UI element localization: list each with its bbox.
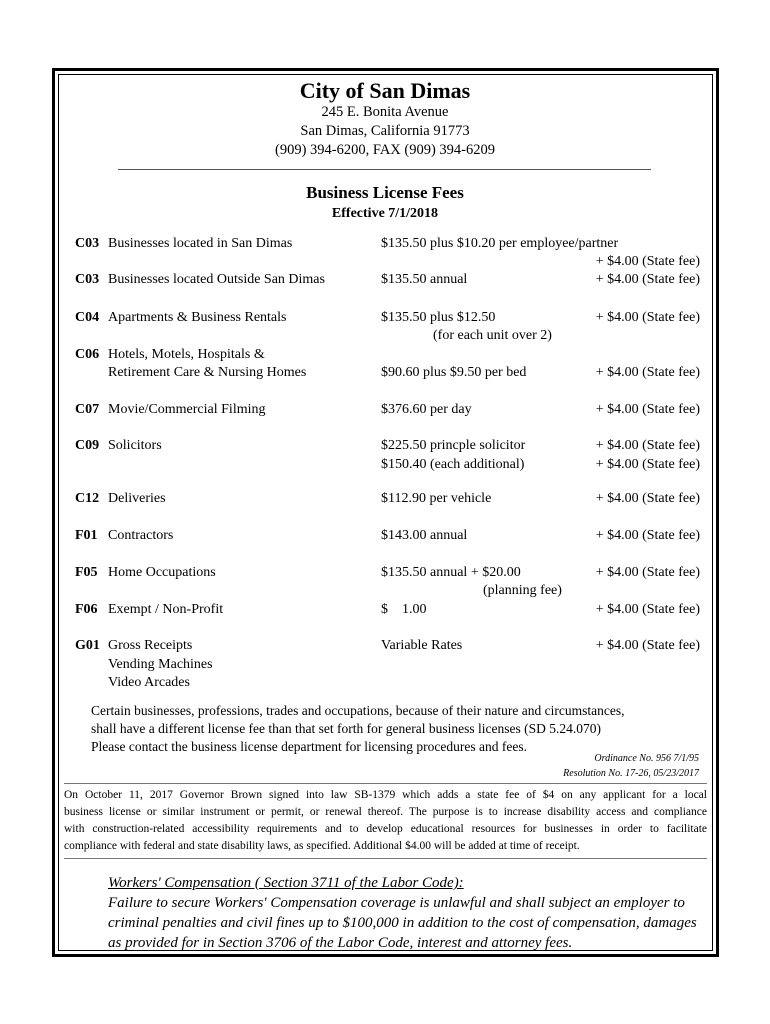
- fee-description: Movie/Commercial Filming: [108, 402, 266, 417]
- fee-amount: $135.50 plus $12.50: [381, 310, 496, 325]
- fee-description: Businesses located Outside San Dimas: [108, 272, 325, 287]
- workers-comp-notice: [108, 873, 697, 953]
- fee-description: Retirement Care & Nursing Homes: [108, 365, 307, 380]
- fee-row-g01-arcades: [0, 675, 770, 695]
- fee-description: Contractors: [108, 528, 174, 543]
- sb1379-line-2: business license or similar instrument or permit, or renewal thereof. The purpose is to increase disability access and compliance: [64, 806, 707, 818]
- fee-amount: Variable Rates: [381, 638, 463, 653]
- address-line-1: 245 E. Bonita Avenue: [321, 104, 449, 120]
- fee-row-c03-out: [0, 272, 770, 292]
- sb1379-line-1: On October 11, 2017 Governor Brown signed into law SB-1379 which adds a state fee of $4 on any applicant for a local: [64, 789, 707, 801]
- fee-row-g01: [0, 638, 770, 658]
- fee-row-g01-vending: [0, 657, 770, 677]
- fee-code: F05: [75, 565, 98, 580]
- fee-row-c06: [0, 347, 770, 367]
- fee-code: F01: [75, 528, 98, 543]
- state-fee: + $4.00 (State fee): [595, 491, 700, 506]
- state-fee: + $4.00 (State fee): [595, 602, 700, 617]
- fee-amount: $150.40 (each additional): [381, 457, 525, 472]
- section-heading: Business License Fees: [306, 183, 464, 202]
- fee-amount: $135.50 plus $10.20 per employee/partner: [381, 236, 619, 251]
- notice-line-1: Certain businesses, professions, trades and occupations, because of their nature and circumstances,: [91, 703, 625, 718]
- state-fee: + $4.00 (State fee): [595, 254, 700, 269]
- notice-paragraph: [91, 702, 624, 756]
- sb1379-line-4: compliance with federal and state disability laws, as specified. Additional $4.00 will be added at time of receipt.: [64, 840, 580, 852]
- page-title: City of San Dimas: [299, 78, 471, 103]
- fee-amount: $225.50 princple solicitor: [381, 438, 526, 453]
- f05-note: (planning fee): [483, 583, 562, 598]
- notice-line-3: Please contact the business license department for licensing procedures and fees.: [91, 739, 527, 754]
- fee-row-c09-additional: [0, 457, 770, 477]
- fee-description: Exempt / Non-Profit: [108, 602, 224, 617]
- fee-description: Businesses located in San Dimas: [108, 236, 293, 251]
- fee-row-f06: [0, 602, 770, 622]
- state-fee: + $4.00 (State fee): [595, 310, 700, 325]
- notice-line-2: shall have a different license fee than that set forth for general business licenses (SD 5.24.070): [91, 721, 601, 736]
- ordinance-line: Ordinance No. 956 7/1/95: [594, 753, 699, 764]
- fee-code: C09: [75, 438, 100, 453]
- fee-row-c07: [0, 402, 770, 422]
- fee-description: Video Arcades: [108, 675, 190, 690]
- workers-comp-line-1: Failure to secure Workers' Compensation coverage is unlawful and shall subject an employer to: [108, 895, 685, 911]
- workers-comp-line-3: as provided for in Section 3706 of the Labor Code, interest and attorney fees.: [108, 935, 573, 951]
- state-fee: + $4.00 (State fee): [595, 402, 700, 417]
- fee-amount: $135.50 annual: [381, 272, 468, 287]
- state-fee: + $4.00 (State fee): [595, 565, 700, 580]
- fee-row-c03-in-state: [0, 254, 770, 274]
- fee-description: Apartments & Business Rentals: [108, 310, 287, 325]
- state-fee: + $4.00 (State fee): [595, 638, 700, 653]
- fee-row-f05: [0, 565, 770, 585]
- state-fee: + $4.00 (State fee): [595, 457, 700, 472]
- header-divider: [118, 169, 651, 170]
- fee-amount: $376.60 per day: [381, 402, 472, 417]
- resolution-line: Resolution No. 17-26, 05/23/2017: [563, 768, 699, 779]
- state-fee: + $4.00 (State fee): [595, 528, 700, 543]
- fee-amount: $ 1.00: [381, 602, 427, 617]
- fee-row-c06-cont: [0, 365, 770, 385]
- fee-code: G01: [75, 638, 100, 653]
- sb1379-line-3: with construction-related accessibility requirements and to develop educational resources for businesses in order to facilitate: [64, 823, 707, 835]
- address-line-2: San Dimas, California 91773: [300, 123, 470, 139]
- fee-code: C07: [75, 402, 100, 417]
- fee-row-c09: [0, 438, 770, 458]
- ordinance-reference: [563, 751, 699, 781]
- phone-fax: (909) 394-6200, FAX (909) 394-6209: [274, 142, 496, 158]
- fee-description: Vending Machines: [108, 657, 213, 672]
- workers-comp-line-2: criminal penalties and civil fines up to $100,000 in addition to the cost of compensation, damages: [108, 915, 697, 931]
- fee-description: Gross Receipts: [108, 638, 193, 653]
- fee-amount: $143.00 annual: [381, 528, 468, 543]
- fee-code: F06: [75, 602, 98, 617]
- sb-bottom-divider: [64, 858, 707, 859]
- fee-description: Deliveries: [108, 491, 166, 506]
- state-fee: + $4.00 (State fee): [595, 438, 700, 453]
- fee-description: Hotels, Motels, Hospitals &: [108, 347, 265, 362]
- state-fee: + $4.00 (State fee): [595, 365, 700, 380]
- fee-code: C03: [75, 272, 100, 287]
- fee-row-f01: [0, 528, 770, 548]
- state-fee: + $4.00 (State fee): [595, 272, 700, 287]
- fee-amount: $112.90 per vehicle: [381, 491, 492, 506]
- effective-date: Effective 7/1/2018: [331, 206, 439, 221]
- fee-description: Home Occupations: [108, 565, 216, 580]
- workers-comp-heading: Workers' Compensation ( Section 3711 of the Labor Code):: [108, 875, 464, 891]
- fee-code: C03: [75, 236, 100, 251]
- sb1379-notice: [64, 787, 707, 855]
- fee-code: C04: [75, 310, 100, 325]
- c04-note: (for each unit over 2): [433, 328, 552, 343]
- fee-description: Solicitors: [108, 438, 162, 453]
- fee-code: C06: [75, 347, 100, 362]
- fee-row-c04: [0, 310, 770, 330]
- fee-row-c12: [0, 491, 770, 511]
- sb-top-divider: [64, 783, 707, 784]
- fee-amount: $135.50 annual + $20.00: [381, 565, 521, 580]
- fee-amount: $90.60 plus $9.50 per bed: [381, 365, 527, 380]
- fee-row-c03-in: [0, 236, 770, 256]
- fee-code: C12: [75, 491, 100, 506]
